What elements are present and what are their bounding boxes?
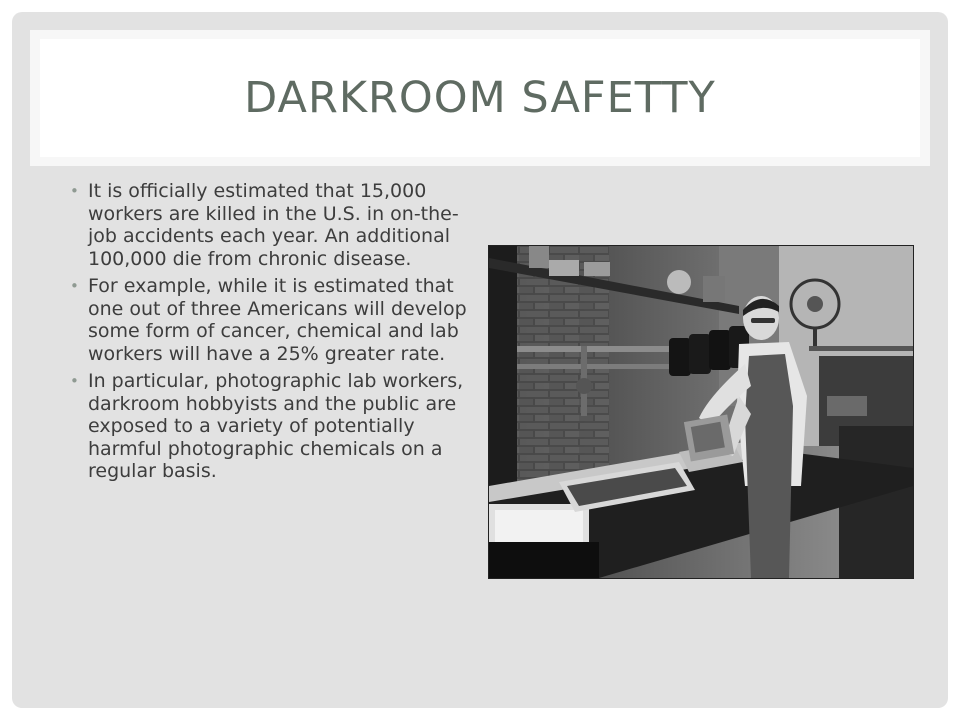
title-band [30,30,930,166]
bullet-text: For example, while it is estimated that one out of three Americans will develop some form of cancer, chemical and lab workers will have a 25% greater rate. [88,275,467,365]
bullet-text: In particular, photographic lab workers, darkroom hobbyists and the public are exposed to a variety of potentially harmful photographic chemicals on a regular basis. [88,370,464,482]
bullet-list [70,180,470,483]
content-area [70,180,470,488]
darkroom-photo [488,245,914,579]
title-box [40,39,920,157]
bullet-item [70,180,470,270]
slide-title: DARKROOM SAFETTY [244,73,716,123]
bullet-marker: • [70,182,79,200]
bullet-item [70,275,470,365]
bullet-marker: • [70,372,79,390]
slide [12,12,948,708]
darkroom-photo-illustration [489,246,913,578]
bullet-text: It is officially estimated that 15,000 workers are killed in the U.S. in on-the-job accidents each year. An additional 100,000 die from chronic disease. [88,180,459,270]
bullet-marker: • [70,277,79,295]
bullet-item [70,370,470,483]
